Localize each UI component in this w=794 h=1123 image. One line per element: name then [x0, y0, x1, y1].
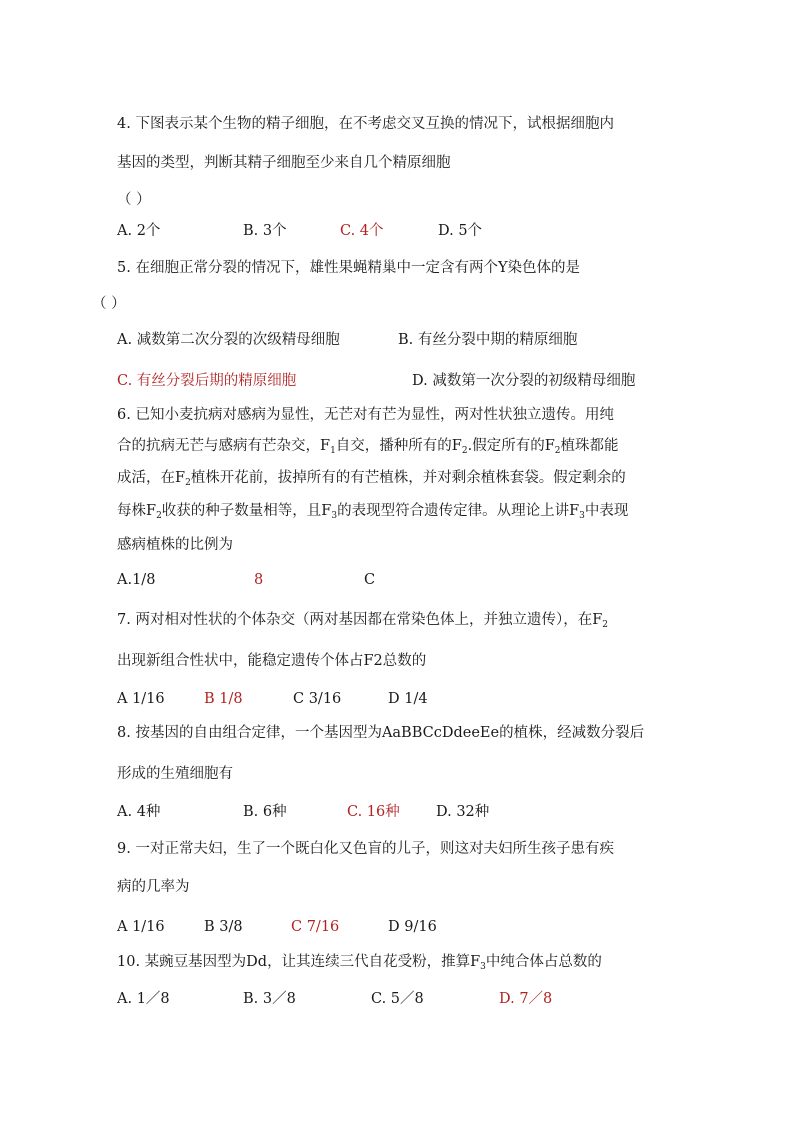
q10-option-a: A. 1／8: [117, 991, 170, 1007]
q10-option-d-answer: D. 7／8: [499, 991, 553, 1007]
q7-option-b-answer: B 1/8: [204, 691, 243, 707]
q8-option-b: B. 6种: [243, 804, 287, 820]
q4-option-a: A. 2个: [117, 223, 161, 239]
q9-option-d: D 9/16: [388, 919, 437, 935]
q7-option-c: C 3/16: [293, 691, 342, 707]
q9-line2: 病的几率为: [117, 879, 190, 895]
q7-option-a: A 1/16: [117, 691, 165, 707]
q10-option-b: B. 3／8: [243, 991, 296, 1007]
q6-line3: 成活，在$F_2$植株开花前，拔掉所有的有芒植株，并对剩余植株套袋。假定剩余的: [117, 470, 626, 488]
q6-line5: 感病植株的比例为: [117, 537, 233, 553]
q5-option-a: A. 减数第二次分裂的次级精母细胞: [117, 332, 340, 348]
q8-line1: 8. 按基因的自由组合定律，一个基因型为AaBBCcDdeeEe的植株，经减数分裂后: [117, 725, 645, 741]
q6-line1: 6. 已知小麦抗病对感病为显性，无芒对有芒为显性，两对性状独立遗传。用纯: [117, 407, 614, 423]
q9-option-b: B 3/8: [204, 919, 243, 935]
q8-option-c-answer: C. 16种: [347, 804, 400, 820]
q9-line1: 9. 一对正常夫妇，生了一个既白化又色盲的儿子，则这对夫妇所生孩子患有疾: [117, 841, 614, 857]
q9-option-c-answer: C 7/16: [291, 919, 340, 935]
q4-answer-paren: （ ）: [117, 192, 151, 208]
q4-stem-line1: 4. 下图表示某个生物的精子细胞，在不考虑交叉互换的情况下，试根据细胞内: [117, 116, 614, 132]
q8-line2: 形成的生殖细胞有: [117, 766, 233, 782]
q9-option-a: A 1/16: [117, 919, 165, 935]
q8-option-d: D. 32种: [436, 804, 490, 820]
q7-line1: 7. 两对相对性状的个体杂交（两对基因都在常染色体上，并独立遗传），在$F_2$: [117, 612, 608, 630]
q10-option-c: C. 5／8: [371, 991, 424, 1007]
q4-option-b: B. 3个: [243, 223, 287, 239]
q8-option-a: A. 4种: [117, 804, 161, 820]
q7-option-d: D 1/4: [388, 691, 428, 707]
q5-stem-line1: 5. 在细胞正常分裂的情况下，雄性果蝇精巢中一定含有两个Y染色体的是: [117, 260, 581, 276]
q6-line4: 每株$F_2$收获的种子数量相等，且$F_3$的表现型符合遗传定律。从理论上讲$F_3$中表现: [117, 503, 629, 521]
q6-option-a: A.1/8: [117, 572, 156, 588]
q6-line2: 合的抗病无芒与感病有芒杂交，$F_1$自交，播种所有的$F_2$.假定所有的$F_2$植珠都能: [117, 438, 619, 456]
q5-option-c-answer: C. 有丝分裂后期的精原细胞: [117, 373, 297, 389]
q10-line1: 10. 某豌豆基因型为Dd，让其连续三代自花受粉，推算$F_3$中纯合体占总数的: [117, 954, 602, 972]
q4-option-d: D. 5个: [438, 223, 483, 239]
q4-option-c-answer: C. 4个: [340, 223, 384, 239]
q5-option-b: B. 有丝分裂中期的精原细胞: [398, 332, 578, 348]
q7-line2: 出现新组合性状中，能稳定遗传个体占F2总数的: [117, 653, 427, 669]
q5-answer-paren: （ ）: [92, 296, 126, 312]
q6-option-c: C: [364, 572, 376, 588]
q4-stem-line2: 基因的类型，判断其精子细胞至少来自几个精原细胞: [117, 155, 451, 171]
q6-option-answer: 8: [254, 572, 264, 588]
q5-option-d: D. 减数第一次分裂的初级精母细胞: [412, 373, 636, 389]
